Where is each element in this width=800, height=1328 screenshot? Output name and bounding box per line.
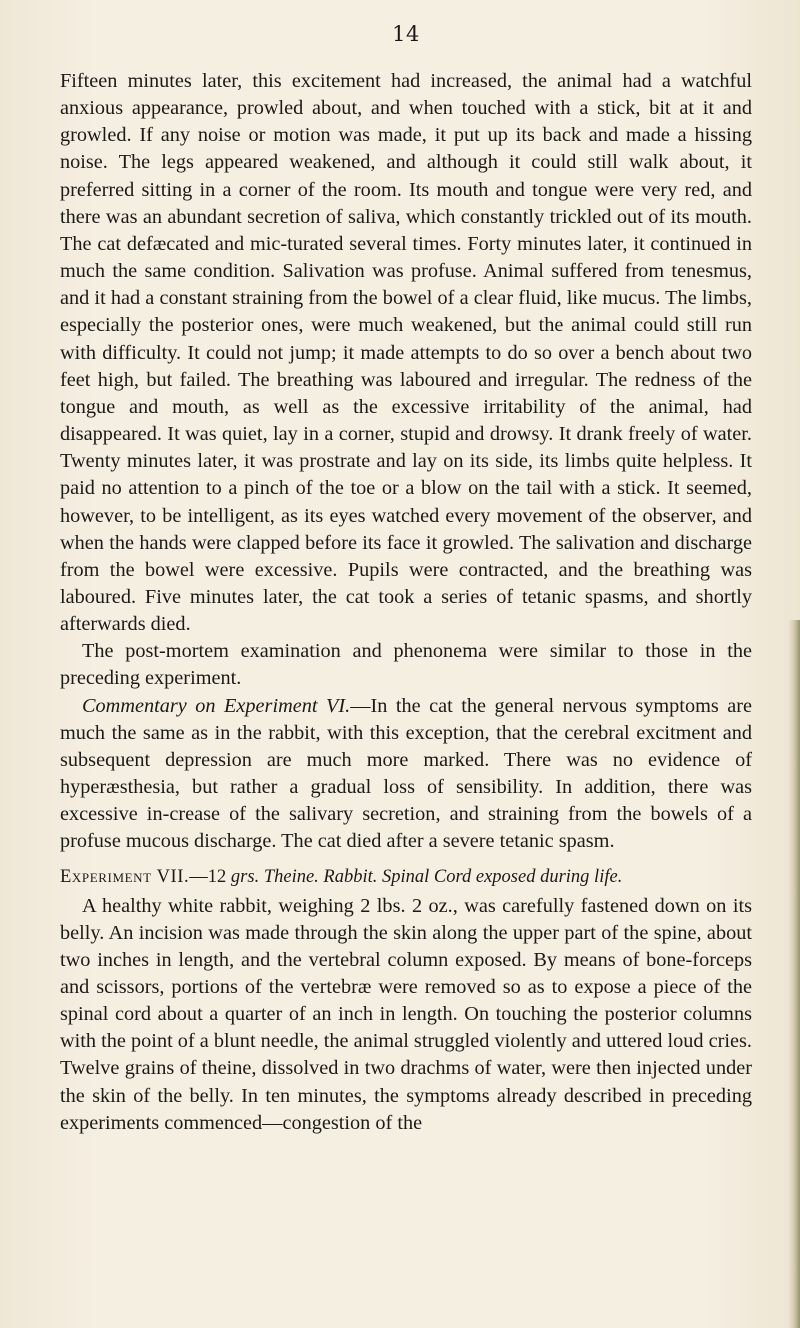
experiment-label: Experiment VII.: [60, 866, 190, 887]
paragraph-cat-symptoms: Fifteen minutes later, this excitement had increased, the animal had a watchful anxious appearance, prowled about, and when touched with a stick, bit at it and growled. If any noise or motion was made, it put up its back and made a hissing noise. The legs appeared weakened, and although it could still walk about, it preferred sitting in a corner of the room. Its mouth and tongue were very red, and there was an abundant secretion of saliva, which constantly trickled out of its mouth. The cat defæcated and mic-turated several times. Forty minutes later, it continued in much the same condition. Salivation was profuse. Animal suffered from tenesmus, and it had a constant straining from the bowel of a clear fluid, like mucus. The limbs, especially the posterior ones, were much weakened, but the animal could still run with difficulty. It could not jump; it made attempts to do so over a bench about two feet high, but failed. The breathing was laboured and irregular. The redness of the tongue and mouth, as well as the excessive irritability of the animal, had disappeared. It was quiet, lay in a corner, stupid and drowsy. It drank freely of water. Twenty minutes later, it was prostrate and lay on its side, its limbs quite helpless. It paid no attention to a pinch of the toe or a blow on the tail with a stick. It seemed, however, to be intelligent, as its eyes watched every movement of the observer, and when the hands were clapped before its face it growled. The salivation and discharge from the bowel were excessive. Pupils were contracted, and the breathing was laboured. Five minutes later, the cat took a series of tetanic spasms, and shortly afterwards died.: [60, 70, 752, 636]
paragraph-post-mortem: The post-mortem examination and phenonema were similar to those in the preceding experiment.: [60, 640, 752, 690]
page-number: 14: [392, 22, 420, 46]
experiment-dose: —12: [189, 866, 227, 887]
experiment-body: [60, 893, 752, 1137]
commentary-title: Commentary on Experiment VI.: [82, 694, 351, 717]
page-edge-shadow: [788, 620, 800, 1328]
experiment-details: grs. Theine. Rabbit. Spinal Cord exposed during life.: [230, 866, 623, 887]
experiment-heading: [60, 864, 752, 891]
paragraph-commentary: [60, 693, 752, 856]
paragraph-rabbit-procedure: A healthy white rabbit, weighing 2 lbs. 2 oz., was carefully fastened down on its belly. An incision was made through the skin along the upper part of the spine, about two inches in length, and the vertebral column exposed. By means of bone-forceps and scissors, portions of the vertebræ were removed so as to expose a piece of the spinal cord about a quarter of an inch in length. On touching the posterior columns with the point of a blunt needle, the animal struggled violently and uttered loud cries. Twelve grains of theine, dissolved in two drachms of water, were then injected under the skin of the belly. In ten minutes, the symptoms already described in preceding experiments commenced—congestion of the: [60, 894, 752, 1134]
commentary-body: —In the cat the general nervous symptoms are much the same as in the rabbit, with this exception, that the cerebral excitment and subsequent depression are much more marked. There was no evidence of hyperæsthesia, but rather a gradual loss of sensibility. In addition, there was excessive in-crease of the salivary secretion, and straining from the bowels of a profuse mucous discharge. The cat died after a severe tetanic spasm.: [60, 694, 752, 853]
page-body: [60, 68, 752, 856]
